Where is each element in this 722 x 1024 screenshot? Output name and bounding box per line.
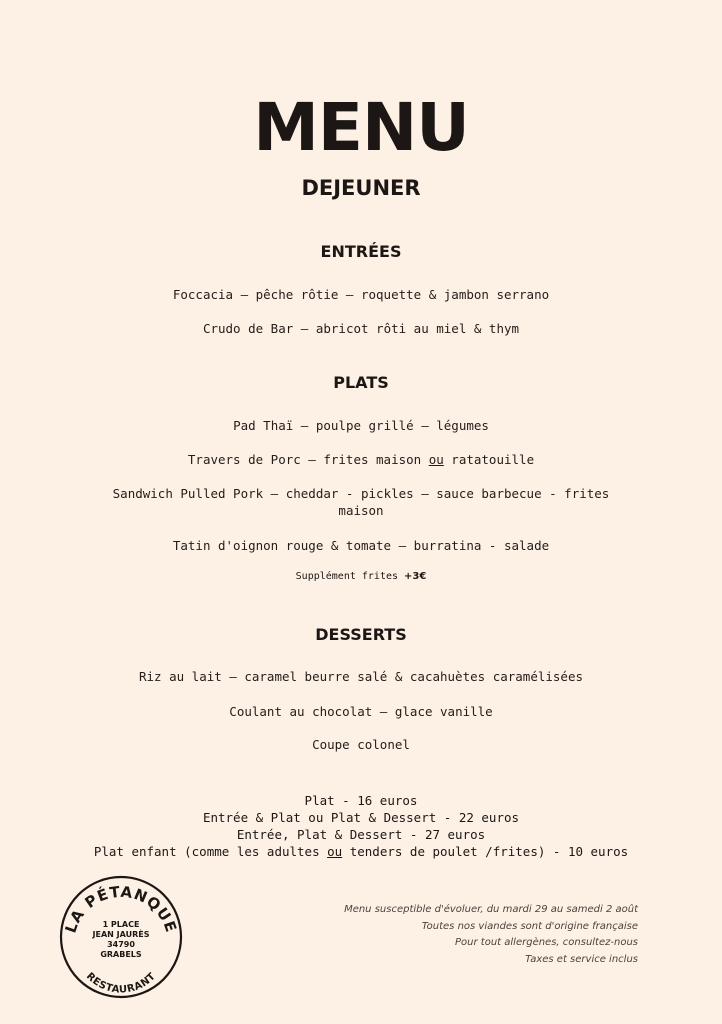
logo-address-line: GRABELS <box>100 950 142 959</box>
logo-address-line: JEAN JAURÈS <box>92 930 150 939</box>
menu-item: Crudo de Bar – abricot rôti au miel & thym <box>202 321 520 336</box>
section-heading-desserts: DESSERTS <box>315 625 407 644</box>
menu-title: MENU <box>253 89 469 166</box>
menu-item: Coulant au chocolat – glace vanille <box>229 704 493 719</box>
menu-subtitle: DEJEUNER <box>301 176 421 200</box>
price-line: Entrée, Plat & Dessert - 27 euros <box>236 827 486 842</box>
menu-item: Foccacia – pêche rôtie – roquette & jambon serrano <box>172 287 550 302</box>
price-line: Plat enfant (comme les adultes ou tenders de poulet /frites) - 10 euros <box>93 844 629 859</box>
logo-address-line: 1 PLACE <box>102 920 140 929</box>
supplement-note: Supplément frites +3€ <box>295 571 427 582</box>
footer-note: Taxes et service inclus <box>525 953 638 965</box>
section-heading-entrees: ENTRÉES <box>320 242 402 261</box>
section-heading-plats: PLATS <box>333 373 389 392</box>
menu-item: Travers de Porc – frites maison ou ratatouille <box>187 452 535 467</box>
logo-restaurant-label: RESTAURANT <box>83 970 159 996</box>
price-line: Entrée & Plat ou Plat & Dessert - 22 euros <box>202 810 520 825</box>
footer-note: Menu susceptible d'évoluer, du mardi 29 au samedi 2 août <box>344 904 638 915</box>
footer-note: Toutes nos viandes sont d'origine française <box>421 920 638 932</box>
menu-item: Riz au lait – caramel beurre salé & cacahuètes caramélisées <box>138 669 583 684</box>
menu-item: Pad Thaï – poulpe grillé – légumes <box>233 418 489 433</box>
menu-item: Tatin d'oignon rouge & tomate – burratina - salade <box>172 538 550 553</box>
price-list <box>0 792 722 860</box>
footer-notes <box>278 902 638 968</box>
logo-address-line: 34790 <box>107 940 135 949</box>
menu-item: Coupe colonel <box>312 737 410 752</box>
menu-item: Sandwich Pulled Pork – cheddar - pickles – sauce barbecue - frites maison <box>112 486 610 518</box>
logo-name: LA PÉTANQUE <box>61 882 181 936</box>
footer-note: Pour tout allergènes, consultez-nous <box>455 937 638 948</box>
price-line: Plat - 16 euros <box>304 793 418 808</box>
restaurant-logo-stamp <box>56 872 186 1002</box>
